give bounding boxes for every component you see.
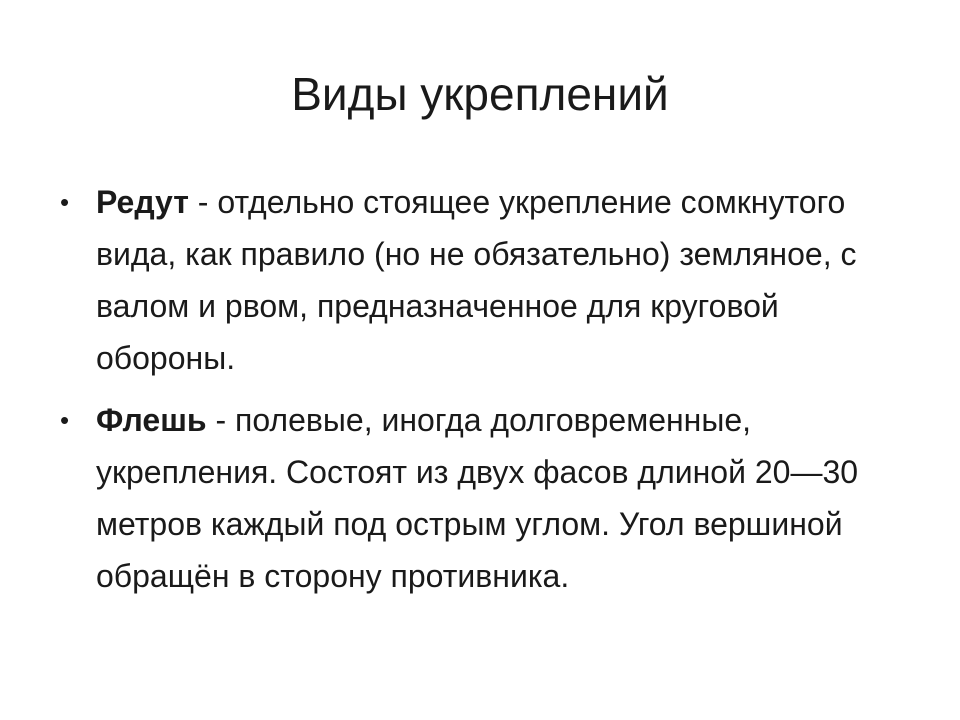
slide-title: Виды укреплений	[291, 68, 669, 120]
bullet-item-redoubt	[60, 176, 896, 384]
bullet-text: - отдельно стоящее укрепление сомкнутого вида, как правило (но не обязательно) земляное, с валом и рвом, предназначенное для круговой обороны.	[96, 184, 857, 376]
bullet-term: Редут	[96, 184, 189, 220]
bullet-dot-icon: •	[60, 405, 70, 435]
bullet-item-fleche	[60, 394, 896, 602]
bullet-list	[60, 176, 896, 602]
bullet-text: - полевые, иногда долговременные, укрепления. Состоят из двух фасов длиной 20—30 метров каждый под острым углом. Угол вершиной обращён в сторону противника.	[96, 402, 859, 594]
bullet-dot-icon: •	[60, 187, 70, 217]
bullet-term: Флешь	[96, 402, 207, 438]
